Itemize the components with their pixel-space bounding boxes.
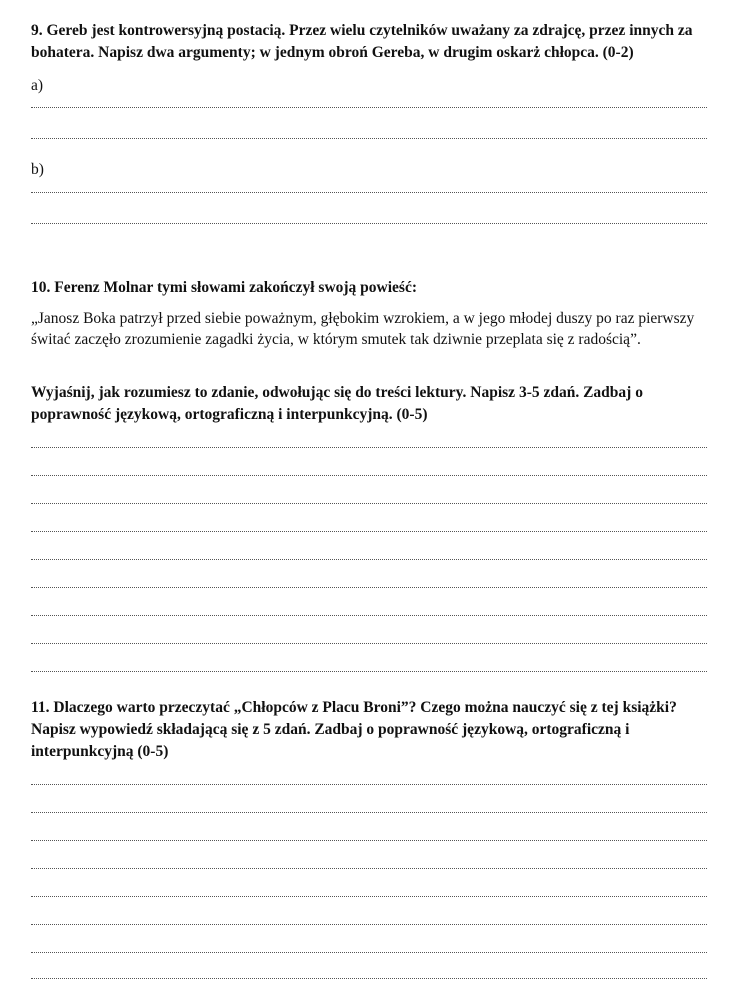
quote — [31, 308, 711, 350]
question-9 — [31, 20, 711, 64]
answer-line[interactable] — [31, 924, 707, 925]
answer-line[interactable] — [31, 671, 707, 672]
answer-line[interactable] — [31, 868, 707, 869]
answer-line[interactable] — [31, 896, 707, 897]
answer-line[interactable] — [31, 587, 707, 588]
question-11 — [31, 697, 711, 763]
answer-label-b: b) — [31, 161, 44, 178]
answer-line[interactable] — [31, 952, 707, 953]
answer-line[interactable] — [31, 138, 707, 139]
answer-line[interactable] — [31, 447, 707, 448]
question-10-task — [31, 382, 711, 426]
question-11-text: 11. Dlaczego warto przeczytać „Chłopców z Placu Broni”? Czego można nauczyć się z tej książki? Napisz wypowiedź składającą się z 5 zdań. Zadbaj o poprawność językową, ortograficzną i interpunkcyjną (0-5) — [31, 699, 677, 760]
answer-line[interactable] — [31, 223, 707, 224]
answer-label-a: a) — [31, 77, 44, 94]
answer-line[interactable] — [31, 475, 707, 476]
answer-line[interactable] — [31, 643, 707, 644]
answer-line[interactable] — [31, 531, 707, 532]
answer-line[interactable] — [31, 812, 707, 813]
answer-line[interactable] — [31, 615, 707, 616]
question-10 — [31, 277, 711, 299]
answer-line[interactable] — [31, 840, 707, 841]
question-9-text: 9. Gereb jest kontrowersyjną postacią. Przez wielu czytelników uważany za zdrajcę, przez innych za bohatera. Napisz dwa argumenty; w jednym obroń Gereba, w drugim oskarż chłopca. (0-2) — [31, 22, 693, 61]
answer-line[interactable] — [31, 503, 707, 504]
quote-text: „Janosz Boka patrzył przed siebie poważnym, głębokim wzrokiem, a w jego młodej duszy po raz pierwszy świtać zaczęło zrozumienie zagadki życia, w którym smutek tak dziwnie przeplata się z radością”. — [31, 310, 695, 348]
question-10-task-text: Wyjaśnij, jak rozumiesz to zdanie, odwołując się do treści lektury. Napisz 3-5 zdań. Zadbaj o poprawność językową, ortograficzną i interpunkcyjną. (0-5) — [31, 384, 643, 423]
answer-line[interactable] — [31, 107, 707, 108]
answer-line[interactable] — [31, 784, 707, 785]
question-10-text: 10. Ferenz Molnar tymi słowami zakończył swoją powieść: — [31, 279, 418, 296]
answer-line[interactable] — [31, 978, 707, 979]
answer-line[interactable] — [31, 192, 707, 193]
answer-line[interactable] — [31, 559, 707, 560]
